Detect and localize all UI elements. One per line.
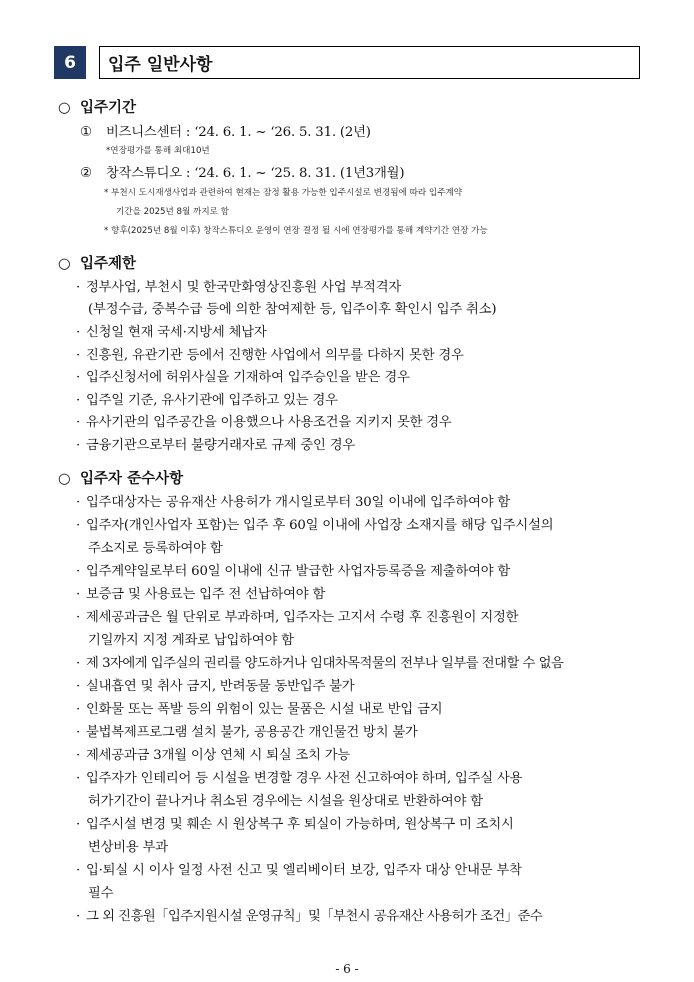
section-title: 입주 일반사항 [99,46,640,79]
restriction-line: · 신청일 현재 국세·지방세 체납자 [76,325,267,340]
page-number: - 6 - [335,962,359,976]
compliance-line: · 제세공과금 3개월 이상 연체 시 퇴실 조치 가능 [76,748,351,763]
compliance-line: 허가기간이 끝나거나 취소된 경우에는 시설을 원상대로 반환하여야 함 [88,794,483,809]
period-item-1: ① 비즈니스센터 : ‘24. 6. 1. ~ ‘26. 5. 31. (2년) [80,125,371,140]
compliance-line: · 입주자가 인테리어 등 시설을 변경할 경우 사전 신고하여야 하며, 입주실 사용 [76,771,523,786]
circle-bullet-icon: ○ [58,256,71,272]
restriction-line: (부정수급, 중복수급 등에 의한 참여제한 등, 입주이후 확인시 입주 취소) [88,302,497,317]
compliance-heading: ○ 입주자 준수사항 [58,471,184,487]
section-header [54,46,640,79]
compliance-line: · 인화물 또는 폭발 등의 위험이 있는 물품은 시설 내로 반입 금지 [76,702,443,717]
compliance-line: · 불법복제프로그램 설치 불가, 공용공간 개인물건 방치 불가 [76,725,418,740]
compliance-line: · 입주대상자는 공유재산 사용허가 개시일로부터 30일 이내에 입주하여야 함 [76,495,511,510]
restriction-line: · 입주신청서에 허위사실을 기재하여 입주승인을 받은 경우 [76,370,410,385]
compliance-line: · 보증금 및 사용료는 입주 전 선납하여야 함 [76,587,326,602]
compliance-line: · 제 3자에게 입주실의 권리를 양도하거나 임대차목적물의 전부나 일부를 전대할 수 없음 [76,656,564,671]
period-note-1: *연장평가를 통해 최대10년 [106,146,210,156]
period-item-2: ② 창작스튜디오 : ‘24. 6. 1. ~ ‘25. 8. 31. (1년3개월) [80,166,405,181]
restriction-line: · 정부사업, 부천시 및 한국만화영상진흥원 사업 부적격자 [76,280,401,295]
compliance-line: · 입주계약일로부터 60일 이내에 신규 발급한 사업자등록증을 제출하여야 함 [76,564,511,579]
compliance-line: 변상비용 부과 [88,840,168,855]
restriction-line: · 입주일 기준, 유사기관에 입주하고 있는 경우 [76,393,338,408]
restriction-line: · 유사기관의 입주공간을 이용했으나 사용조건을 지키지 못한 경우 [76,415,452,430]
compliance-line: 필수 [88,886,114,901]
period-note-2b: 기간을 2025년 8월 까지로 함 [116,207,229,217]
section-number: 6 [54,46,86,79]
circle-bullet-icon: ○ [58,471,71,487]
compliance-line: · 입주자(개인사업자 포함)는 입주 후 60일 이내에 사업장 소재지를 해당 입주시설의 [76,518,554,533]
compliance-line: · 입주시설 변경 및 훼손 시 원상복구 후 퇴실이 가능하며, 원상복구 미 조치시 [76,817,514,832]
restrictions-heading: ○ 입주제한 [58,256,137,272]
period-note-2: * 부천시 도시재생사업과 관련하여 현재는 잠정 활용 가능한 입주시설로 변경됨에 따라 입주계약 [104,188,463,198]
compliance-line: · 그 외 진흥원「입주지원시설 운영규칙」및「부천시 공유재산 사용허가 조건」준수 [76,909,543,924]
restriction-line: · 금융기관으로부터 불량거래자로 규제 중인 경우 [76,438,356,453]
restriction-line: · 진흥원, 유관기관 등에서 진행한 사업에서 의무를 다하지 못한 경우 [76,348,464,363]
period-heading: ○ 입주기간 [58,100,137,116]
period-note-3: * 향후(2025년 8월 이후) 창작스튜디오 운영이 연장 결정 될 시에 연장평가를 통해 계약기간 연장 가능 [104,226,488,236]
compliance-line: 주소지로 등록하여야 함 [88,541,223,556]
compliance-line: · 실내흡연 및 취사 금지, 반려동물 동반입주 불가 [76,679,355,694]
compliance-line: · 입·퇴실 시 이사 일정 사전 신고 및 엘리베이터 보강, 입주자 대상 안내문 부착 [76,863,522,878]
compliance-line: 기일까지 지정 계좌로 납입하여야 함 [88,633,294,648]
compliance-line: · 제세공과금은 월 단위로 부과하며, 입주자는 고지서 수령 후 진흥원이 지정한 [76,610,519,625]
circle-bullet-icon: ○ [58,100,71,116]
